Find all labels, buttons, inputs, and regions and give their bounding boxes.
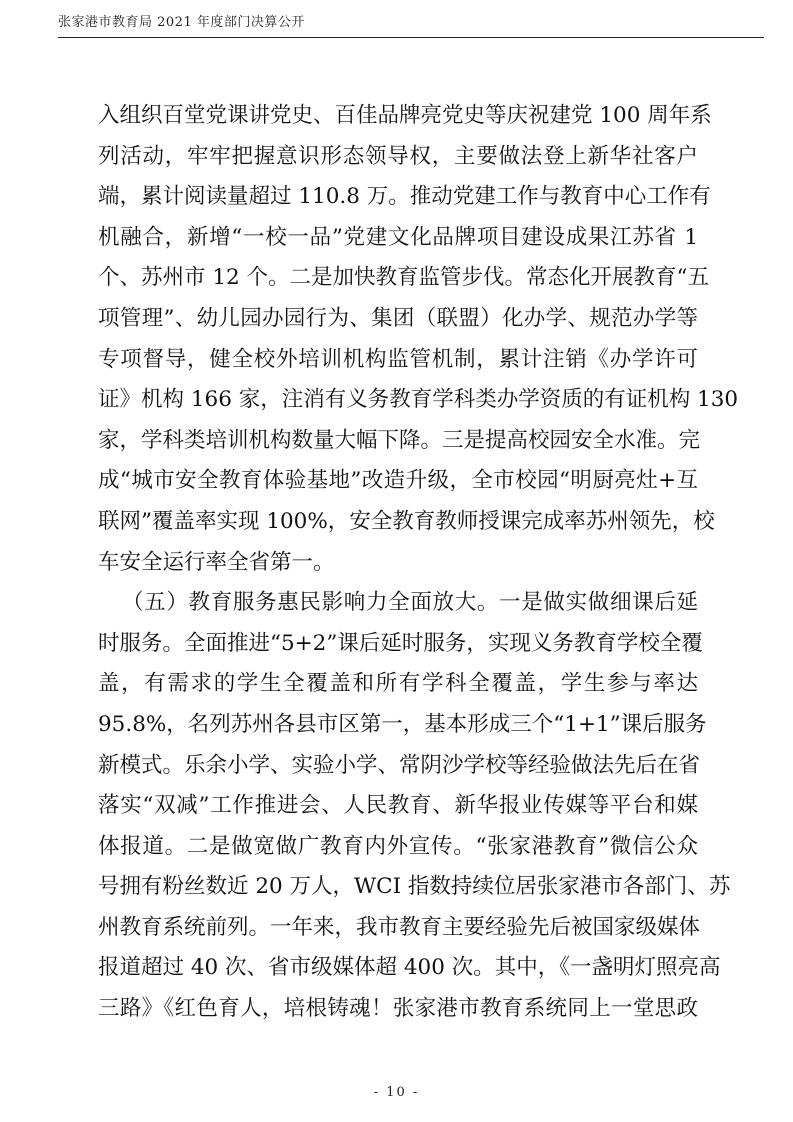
page-number: - 10 - [373, 1085, 420, 1100]
body-line: 证》机构 166 家，注消有义务教育学科类办学资质的有证机构 130 [98, 387, 739, 413]
document-body [98, 103, 739, 1038]
section-heading-line: （五）教育服务惠民影响力全面放大。一是做实做细课后延 [122, 590, 698, 616]
body-line: 号拥有粉丝数近 20 万人，WCI 指数持续位居张家港市各部门、苏 [98, 874, 731, 900]
body-line: 落实“双减”工作推进会、人民教育、新华报业传媒等平台和媒 [98, 793, 698, 819]
body-line: 体报道。二是做宽做广教育内外宣传。“张家港教育”微信公众 [98, 833, 698, 859]
body-line: 成“城市安全教育体验基地”改造升级，全市校园“明厨亮灶+互 [98, 468, 698, 494]
body-line: 专项督导，健全校外培训机构监管机制，累计注销《办学许可 [98, 346, 698, 372]
header-divider [58, 37, 764, 38]
body-line: 个、苏州市 12 个。二是加快教育监管步伐。常态化开展教育“五 [98, 265, 710, 291]
body-line: 列活动，牢牢把握意识形态领导权，主要做法登上新华社客户 [98, 143, 698, 169]
body-line: 报道超过 40 次、省市级媒体超 400 次。其中，《一盏明灯照亮高 [98, 955, 721, 981]
page-header-title: 张家港市教育局 2021 年度部门决算公开 [58, 15, 305, 30]
body-line: 车安全运行率全省第一。 [98, 549, 335, 575]
body-line: 时服务。全面推进“5+2”课后延时服务，实现义务教育学校全覆 [98, 630, 703, 656]
body-line: 盖，有需求的学生全覆盖和所有学科全覆盖，学生参与率达 [98, 671, 698, 697]
body-line: 项管理”、幼儿园办园行为、集团（联盟）化办学、规范办学等 [98, 305, 698, 331]
body-line: 州教育系统前列。一年来，我市教育主要经验先后被国家级媒体 [98, 914, 701, 940]
body-line: 端，累计阅读量超过 110.8 万。推动党建工作与教育中心工作有 [98, 184, 711, 210]
body-line: 三路》《红色育人，培根铸魂！张家港市教育系统同上一堂思政 [98, 996, 698, 1022]
body-line: 入组织百堂党课讲党史、百佳品牌亮党史等庆祝建党 100 周年系 [98, 103, 712, 128]
body-line: 机融合，新增“一校一品”党建文化品牌项目建设成果江苏省 1 [98, 224, 698, 250]
body-line: 95.8%，名列苏州各县市区第一，基本形成三个“1+1”课后服务 [98, 711, 707, 737]
body-line: 联网”覆盖率实现 100%，安全教育教师授课完成率苏州领先，校 [98, 508, 715, 534]
body-line: 新模式。乐余小学、实验小学、常阴沙学校等经验做法先后在省 [98, 752, 701, 778]
body-line: 家，学科类培训机构数量大幅下降。三是提高校园安全水准。完 [98, 427, 701, 453]
